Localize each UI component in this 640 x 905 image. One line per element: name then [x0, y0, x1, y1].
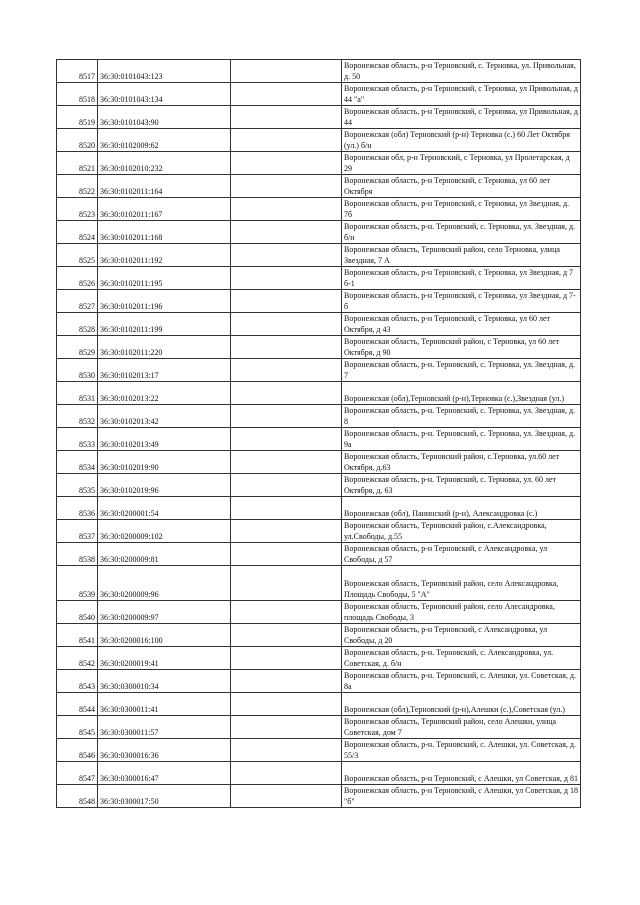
empty-cell [231, 451, 342, 474]
address-cell: Воронежская область, р-н Терновский, с. Терновка, ул. Привольная, д. 50 [342, 60, 581, 83]
address-cell: Воронежская область, Терновский район, село Алешки, улица Советская, дом 7 [342, 716, 581, 739]
table-row [57, 244, 581, 267]
empty-cell [231, 601, 342, 624]
row-number: 8518 [57, 83, 98, 106]
row-number: 8522 [57, 175, 98, 198]
empty-cell [231, 221, 342, 244]
row-number: 8545 [57, 716, 98, 739]
row-number: 8535 [57, 474, 98, 497]
row-number: 8542 [57, 647, 98, 670]
row-number: 8517 [57, 60, 98, 83]
cadastral-number: 36:30:0102013:42 [98, 405, 231, 428]
row-number: 8532 [57, 405, 98, 428]
row-number: 8528 [57, 313, 98, 336]
row-number: 8540 [57, 601, 98, 624]
empty-cell [231, 624, 342, 647]
empty-cell [231, 566, 342, 601]
address-cell: Воронежская область, Терновский район, с Терновка, ул 60 лет Октября, д 90 [342, 336, 581, 359]
row-number: 8536 [57, 497, 98, 520]
cadastral-number: 36:30:0102011:196 [98, 290, 231, 313]
table-row [57, 221, 581, 244]
empty-cell [231, 474, 342, 497]
cadastral-number: 36:30:0101043:134 [98, 83, 231, 106]
table-row [57, 497, 581, 520]
cadastral-number: 36:30:0102011:167 [98, 198, 231, 221]
document-page [56, 59, 581, 808]
table-row [57, 762, 581, 785]
row-number: 8537 [57, 520, 98, 543]
table-row [57, 716, 581, 739]
table-row [57, 60, 581, 83]
empty-cell [231, 497, 342, 520]
table-row [57, 106, 581, 129]
empty-cell [231, 693, 342, 716]
table-row [57, 198, 581, 221]
empty-cell [231, 359, 342, 382]
address-cell: Воронежская область, Терновский район, с.Александровка, ул.Свободы, д.55 [342, 520, 581, 543]
empty-cell [231, 267, 342, 290]
table-row [57, 175, 581, 198]
cadastral-number: 36:30:0102013:17 [98, 359, 231, 382]
table-row [57, 543, 581, 566]
row-number: 8527 [57, 290, 98, 313]
empty-cell [231, 129, 342, 152]
address-cell: Воронежская область, р-н Терновский, с Алешки, ул Советская, д 18 "б" [342, 785, 581, 808]
table-row [57, 739, 581, 762]
row-number: 8546 [57, 739, 98, 762]
address-cell: Воронежская область, р-н Терновский, с Терновка, ул Привольная, д 44 "а" [342, 83, 581, 106]
address-cell: Воронежская область, р-н Терновский, с Алешки, ул Советская, д 81 [342, 762, 581, 785]
cadastral-number: 36:30:0200009:102 [98, 520, 231, 543]
empty-cell [231, 106, 342, 129]
table-row [57, 336, 581, 359]
address-cell: Воронежская область, р-н. Терновский, с. Терновка, ул. 60 лет Октября, д. 63 [342, 474, 581, 497]
row-number: 8523 [57, 198, 98, 221]
table-row [57, 451, 581, 474]
table-row [57, 647, 581, 670]
empty-cell [231, 670, 342, 693]
empty-cell [231, 175, 342, 198]
cadastral-number: 36:30:0102011:168 [98, 221, 231, 244]
empty-cell [231, 405, 342, 428]
cadastral-number: 36:30:0300010:34 [98, 670, 231, 693]
empty-cell [231, 716, 342, 739]
address-cell: Воронежская (обл),Терновский (р-н),Терновка (с.),Звездная (ул.) [342, 382, 581, 405]
row-number: 8548 [57, 785, 98, 808]
row-number: 8547 [57, 762, 98, 785]
empty-cell [231, 762, 342, 785]
cadastral-number: 36:30:0102019:90 [98, 451, 231, 474]
address-cell: Воронежская обл, р-н Терновский, с Терновка, ул Пролетарская, д 29 [342, 152, 581, 175]
cadastral-number: 36:30:0200009:96 [98, 566, 231, 601]
cadastral-number: 36:30:0101043:90 [98, 106, 231, 129]
address-cell: Воронежская область, р-н Терновский, с Терновка, ул Звездная, д 7-б [342, 290, 581, 313]
cadastral-number: 36:30:0200001:54 [98, 497, 231, 520]
address-cell: Воронежская область, Терновский район, с.Терновка, ул.60 лет Октября, д.63 [342, 451, 581, 474]
cadastral-table [56, 59, 581, 808]
cadastral-number: 36:30:0102013:22 [98, 382, 231, 405]
address-cell: Воронежская область, Терновский район, село Алесандровка, площадь Свободы, 3 [342, 601, 581, 624]
row-number: 8524 [57, 221, 98, 244]
row-number: 8534 [57, 451, 98, 474]
table-row [57, 566, 581, 601]
address-cell: Воронежская область, р-н. Терновский, с. Терновка, ул. Звездная, д. 8 [342, 405, 581, 428]
row-number: 8520 [57, 129, 98, 152]
address-cell: Воронежская область, р-н Терновский, с Терновка, ул Звездная, д. 7б [342, 198, 581, 221]
empty-cell [231, 244, 342, 267]
empty-cell [231, 290, 342, 313]
empty-cell [231, 739, 342, 762]
empty-cell [231, 198, 342, 221]
table-row [57, 785, 581, 808]
row-number: 8521 [57, 152, 98, 175]
address-cell: Воронежская область, р-н Терновский, с Терновка, ул 60 лет Октября [342, 175, 581, 198]
cadastral-number: 36:30:0102013:49 [98, 428, 231, 451]
empty-cell [231, 543, 342, 566]
empty-cell [231, 60, 342, 83]
table-row [57, 267, 581, 290]
table-row [57, 359, 581, 382]
cadastral-number: 36:30:0300016:36 [98, 739, 231, 762]
address-cell: Воронежская область, р-н. Терновский, с. Терновка, ул. Звездная, д. б/н [342, 221, 581, 244]
address-cell: Воронежская (обл), Панинский (р-н), Александровка (с.) [342, 497, 581, 520]
table-row [57, 313, 581, 336]
table-row [57, 693, 581, 716]
cadastral-number: 36:30:0102011:192 [98, 244, 231, 267]
cadastral-number: 36:30:0102011:164 [98, 175, 231, 198]
table-row [57, 83, 581, 106]
address-cell: Воронежская область, р-н. Терновский, с. Александровка, ул. Советская, д. б/н [342, 647, 581, 670]
address-cell: Воронежская область, р-н Терновский, с Александровка, ул Свободы, д 57 [342, 543, 581, 566]
row-number: 8538 [57, 543, 98, 566]
address-cell: Воронежская область, р-н Терновский, с Терновка, ул Звездная, д 7 б-1 [342, 267, 581, 290]
cadastral-number: 36:30:0200019:41 [98, 647, 231, 670]
cadastral-number: 36:30:0200016:100 [98, 624, 231, 647]
address-cell: Воронежская область, Терновский район, село Александровка, Площадь Свободы, 5 "А" [342, 566, 581, 601]
address-cell: Воронежская область, р-н. Терновский, с. Алешки, ул. Советская, д. 8а [342, 670, 581, 693]
empty-cell [231, 336, 342, 359]
empty-cell [231, 520, 342, 543]
cadastral-number: 36:30:0300011:57 [98, 716, 231, 739]
empty-cell [231, 647, 342, 670]
row-number: 8525 [57, 244, 98, 267]
address-cell: Воронежская область, р-н Терновский, с Терновка, ул 60 лет Октября, д 43 [342, 313, 581, 336]
row-number: 8539 [57, 566, 98, 601]
cadastral-number: 36:30:0102009:62 [98, 129, 231, 152]
address-cell: Воронежская область, р-н Терновский, с Терновка, ул Привольная, д 44 [342, 106, 581, 129]
empty-cell [231, 313, 342, 336]
table-row [57, 405, 581, 428]
table-row [57, 601, 581, 624]
row-number: 8519 [57, 106, 98, 129]
cadastral-number: 36:30:0200009:97 [98, 601, 231, 624]
table-row [57, 129, 581, 152]
address-cell: Воронежская область, Терновский район, село Терновка, улица Звездная, 7 А [342, 244, 581, 267]
table-row [57, 624, 581, 647]
row-number: 8541 [57, 624, 98, 647]
cadastral-number: 36:30:0101043:123 [98, 60, 231, 83]
table-row [57, 474, 581, 497]
row-number: 8531 [57, 382, 98, 405]
cadastral-number: 36:30:0102011:195 [98, 267, 231, 290]
row-number: 8529 [57, 336, 98, 359]
row-number: 8543 [57, 670, 98, 693]
cadastral-number: 36:30:0300011:41 [98, 693, 231, 716]
table-row [57, 382, 581, 405]
cadastral-number: 36:30:0102019:96 [98, 474, 231, 497]
empty-cell [231, 428, 342, 451]
address-cell: Воронежская (обл),Терновский (р-н),Алешки (с.),Советская (ул.) [342, 693, 581, 716]
row-number: 8533 [57, 428, 98, 451]
empty-cell [231, 382, 342, 405]
cadastral-number: 36:30:0300016:47 [98, 762, 231, 785]
cadastral-number: 36:30:0102010:232 [98, 152, 231, 175]
table-body [57, 60, 581, 808]
table-row [57, 290, 581, 313]
cadastral-number: 36:30:0102011:220 [98, 336, 231, 359]
address-cell: Воронежская область, р-н. Терновский, с. Терновка, ул. Звездная, д. 7 [342, 359, 581, 382]
address-cell: Воронежская область, р-н. Терновский, с. Алешки, ул. Советская, д. 55/3 [342, 739, 581, 762]
row-number: 8526 [57, 267, 98, 290]
cadastral-number: 36:30:0300017:50 [98, 785, 231, 808]
address-cell: Воронежская область, р-н. Терновский, с. Терновка, ул. Звездная, д. 9а [342, 428, 581, 451]
row-number: 8530 [57, 359, 98, 382]
address-cell: Воронежская (обл) Терновский (р-н) Терновка (с.) 60 Лет Октября (ул.) б/н [342, 129, 581, 152]
empty-cell [231, 83, 342, 106]
table-row [57, 152, 581, 175]
table-row [57, 520, 581, 543]
address-cell: Воронежская область, р-н Терновский, с Александровка, ул Свободы, д 20 [342, 624, 581, 647]
table-row [57, 670, 581, 693]
table-row [57, 428, 581, 451]
cadastral-number: 36:30:0200009:81 [98, 543, 231, 566]
empty-cell [231, 785, 342, 808]
cadastral-number: 36:30:0102011:199 [98, 313, 231, 336]
empty-cell [231, 152, 342, 175]
row-number: 8544 [57, 693, 98, 716]
